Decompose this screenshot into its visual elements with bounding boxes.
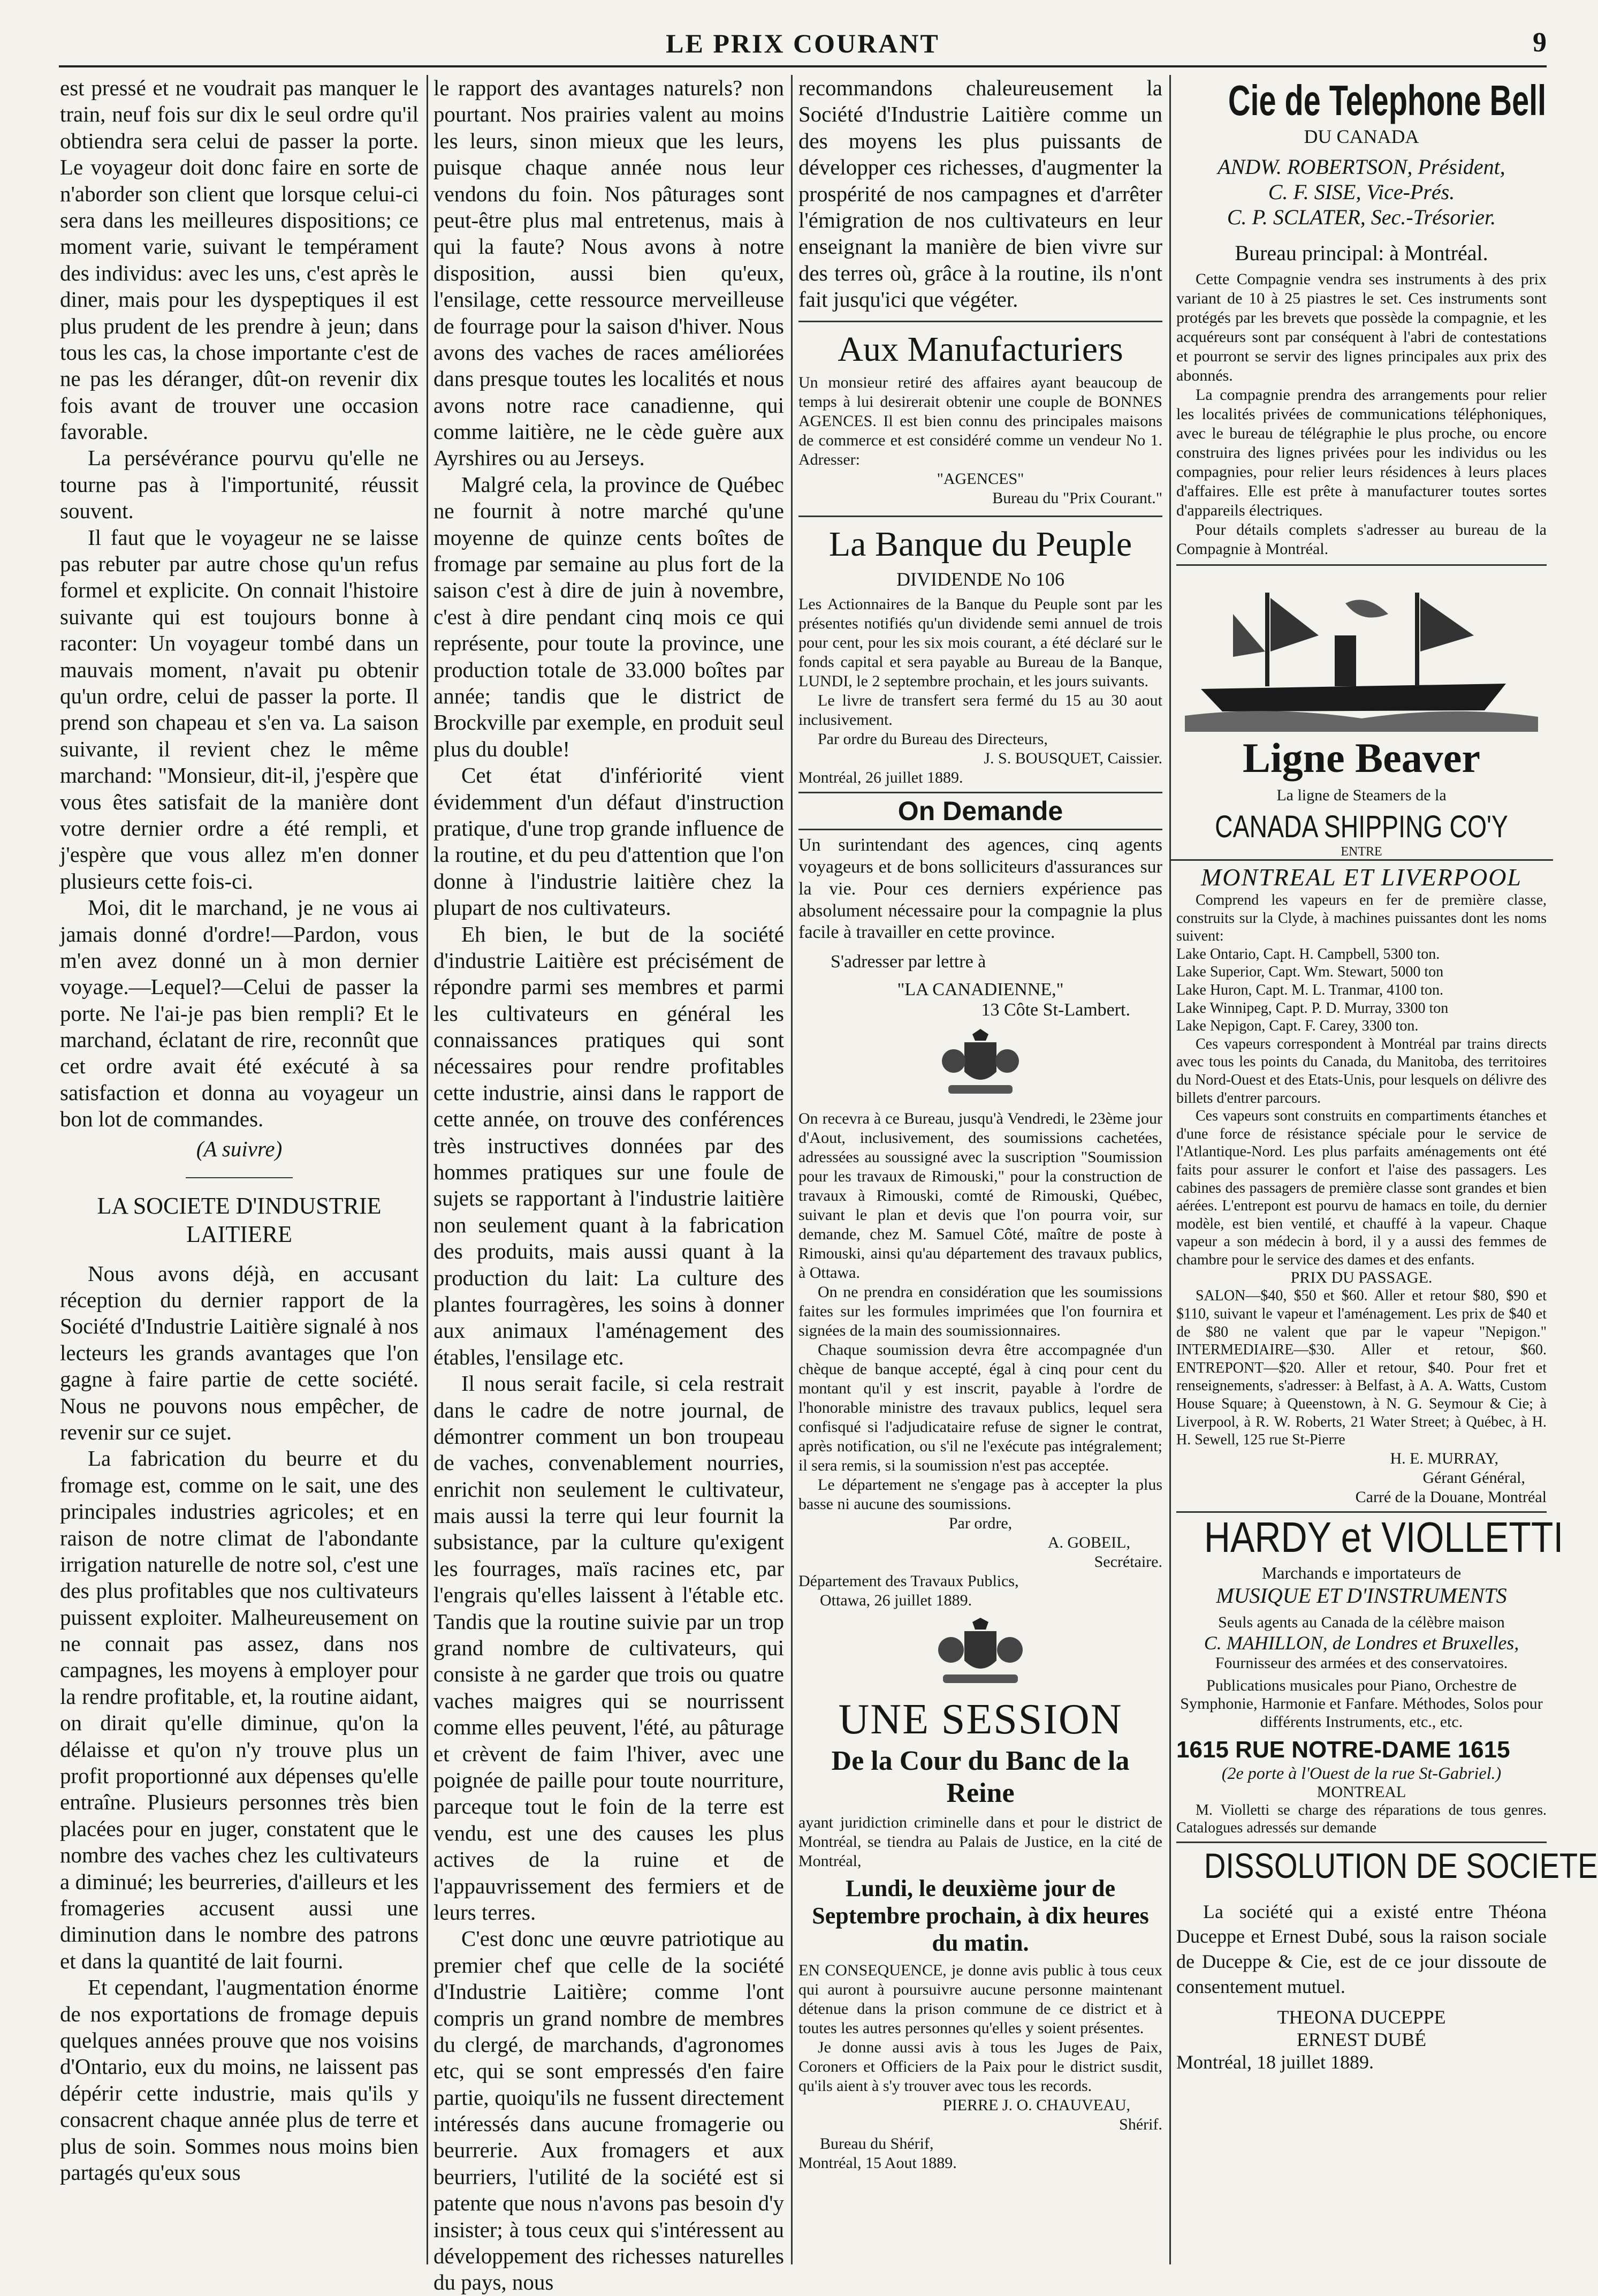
section-divider (798, 516, 1162, 517)
section-divider (186, 1177, 293, 1178)
newspaper-title: LE PRIX COURANT (666, 28, 940, 58)
article-paragraph: Nous avons déjà, en accusant réception du dernier rapport de la Société d'Industrie Laitière signalé à nos lecteurs les grands avantages que l'on gagne à faire partie de cette société. Nous ne pouvons nous empêcher, de revenir sur ce sujet. (60, 1261, 418, 1444)
article-heading: LA SOCIETE D'INDUSTRIE LAITIERE (97, 1193, 382, 1247)
header-rule (59, 65, 1547, 67)
ad-text: Chaque soumission devra être accompagnée d'un chèque de banque accepté, égal à cinq pour cent du montant qu'il y est inscrit, payable à l'ordre de l'honorable ministre des travaux publics, lequel sera confisqué si l'adjudicataire refuse de signer le contrat, après notification, ou s'il ne l'exécute pas intégralement; il sera remis, si la soumission n'est pas acceptée. (798, 1340, 1162, 1474)
ad-ligne-beaver (1176, 571, 1547, 1507)
ad-text: Seuls agents au Canada de la célèbre maison (1218, 1613, 1505, 1631)
ad-text: Fournisseur des armées et des conservatoires. (1215, 1654, 1508, 1672)
section-divider (1176, 1511, 1547, 1513)
ad-subtitle: Marchands e importateurs de (1261, 1563, 1462, 1582)
ad-address: "AGENCES" (937, 469, 1024, 488)
article-paragraph: La fabrication du beurre et du fromage est, comme on le sait, une des principales industries agricoles; et en raison de notre climat de l'abondante irrigation naturelle de notre sol, c'est une des plus profitables que nos cultivateurs puissent exploiter. Malheureusement on ne connait pas assez, dans nos campagnes, les moyens à employer pour la rendre profitable, et, la routine aidant, on dirait qu'elle diminue, qu'on la délaisse et qu'on n'y trouve plus un profit proportionné aux dépenses qu'elle entraîne. Plusieurs personnes très bien placées pour en juger, constatent que le nombre des vaches chez les cultivateurs a diminué; les beurreries, d'ailleurs et les fromageries accusent aussi une diminution dans le nombre des patrons et dans la quantité de lait fourni. (60, 1446, 418, 1973)
ad-text: SALON—$40, $50 et $60. Aller et retour $80, $90 et $110, suivant le vapeur et l'aménagement. Les prix de $40 et de $80 ne valent que par le vapeur "Nepigon." INTERMEDIAIRE—$30. Aller et retour, $60. ENTREPONT—$20. Aller et retour, $40. Pour fret et renseignements, s'adresser: à Belfast, à A. A. Watts, Custom House Square; à Queenstown, à N. G. Seymour & Cie; à Liverpool, à R. W. Roberts, 21 Water Street; à Québec, à H. H. Sewell, 125 rue St-Pierre (1176, 1287, 1547, 1449)
steamship-icon (1185, 571, 1538, 732)
article-paragraph: le rapport des avantages naturels? non pourtant. Nos prairies valent au moins les leurs, sinon mieux que les leurs, puisque chaque année nous leur vendons du foin. Nos pâturages sont peut-être plus mal entretenus, mais à qui la faute? Nous avons à notre disposition, aussi bien qu'eux, l'ensilage, cette ressource merveilleuse de fourrage pour la saison d'hiver. Nous avons des vaches de races améliorées dans presque toutes les localités et nous avons notre race canadienne, qui comme laitière, ne le cède guère aux Ayrshires ou au Jerseys. (433, 75, 784, 471)
ship-item: Lake Ontario, Capt. H. Campbell, 5300 ton. (1176, 945, 1440, 963)
ad-hardy-violletti (1176, 1513, 1564, 1837)
ad-address: 13 Côte St-Lambert. (981, 999, 1130, 1020)
ad-signature: THEONA DUCEPPE (1277, 2006, 1446, 2028)
article-paragraph: Moi, dit le marchand, je ne vous ai jamais donné d'ordre!—Pardon, vous m'en avez donné un à mon dernier voyage.—Lequel?—Celui de passer la porte. Ne l'ai-je pas bien rempli? Et le marchand, éclatant de rire, reconnût que cet ordre avait été exécuté à sa satisfaction et donna au voyageur un bon lot de commandes. (60, 895, 418, 1132)
section-divider (1176, 1842, 1547, 1843)
ad-title: DISSOLUTION DE SOCIETE (1204, 1846, 1598, 1885)
ad-manufacturiers (798, 331, 1162, 508)
officer: C. P. SCLATER, Sec.-Trésorier. (1227, 205, 1496, 229)
column-1 (60, 75, 418, 2264)
ad-subtitle: DU CANADA (1304, 126, 1419, 147)
ad-signature: Carré de la Douane, Montréal (1355, 1488, 1547, 1506)
section-divider (798, 829, 1162, 830)
ad-text: Ces vapeurs sont construits en compartiments étanches et d'une force de résistance spéciale pour le service de l'Atlantique-Nord. Les plus parfaits aménagements ont été faits pour assurer le confort et l'aise des passagers. Les cabines des passagers de première classe sont grandes et bien aérées. L'entrepont est pourvu de hamacs en toile, du dernier modèle, est bien ventilé, et chauffé à la vapeur. Chaque vapeur a son médecin à bord, il y a aussi des femmes de chambre pour le service des dames et des enfants. (1176, 1108, 1547, 1268)
ad-text: Pour détails complets s'adresser au bureau de la Compagnie à Montréal. (1176, 521, 1547, 558)
ad-text: EN CONSEQUENCE, je donne avis public à tous ceux qui auront à poursuivre aucune personne maintenant détenue dans la prison commune de ce district et à toutes les autres personnes qu'elles y soient présentes. (798, 1961, 1162, 2037)
ad-place: Bureau du Shérif, (820, 2135, 934, 2153)
ad-order: Par ordre, (948, 1514, 1013, 1532)
ad-title: On Demande (897, 796, 1063, 827)
ad-address: "LA CANADIENNE," (897, 979, 1064, 999)
ad-signature: H. E. MURRAY, (1390, 1449, 1498, 1467)
ad-title: HARDY et VIOLLETTI (1204, 1513, 1564, 1561)
ad-text: Par ordre du Bureau des Directeurs, (818, 730, 1048, 748)
ad-banque-du-peuple (798, 526, 1162, 787)
section-divider (1170, 859, 1553, 861)
column-divider (791, 75, 793, 2264)
fare-heading: PRIX DU PASSAGE. (1290, 1269, 1433, 1287)
ship-item: Lake Superior, Capt. Wm. Stewart, 5000 ton (1176, 964, 1444, 981)
ad-title: La Banque du Peuple (828, 524, 1132, 564)
ad-text: Le département ne s'engage pas à accepter la plus basse ni aucune des soumissions. (798, 1475, 1162, 1513)
ad-subtitle: De la Cour du Banc de la Reine (831, 1745, 1130, 1808)
ad-text: C. MAHILLON, de Londres et Bruxelles, (1204, 1632, 1519, 1654)
ad-date: Montréal, 18 juillet 1889. (1176, 2051, 1374, 2073)
section-divider (798, 321, 1162, 322)
ad-text: On recevra à ce Bureau, jusqu'à Vendredi, le 23ème jour d'Aout, inclusivement, des soumissions cachetées, adressées au soussigné avec la suscription "Soumission pour les travaux de Rimouski," pour la construction de travaux à Rimouski, comté de Rimouski, Québec, suivant le plan et devis que l'on pourra voir, sur demande, chez M. Samuel Côté, maître de poste à Rimouski, ainsi qu'au département des travaux publics, à Ottawa. (798, 1109, 1162, 1282)
ad-cour-du-banc (798, 1618, 1162, 2173)
ad-text: Le livre de transfert sera fermé du 15 au 30 aout inclusivement. (798, 692, 1162, 729)
ad-address: 1615 RUE NOTRE-DAME 1615 (1176, 1736, 1510, 1763)
ad-date: Montréal, 26 juillet 1889. (798, 769, 963, 787)
ad-date-highlight: Lundi, le deuxième jour de Septembre prochain, à dix heures du matin. (812, 1875, 1149, 1956)
ad-dissolution (1176, 1846, 1598, 2073)
column-4 (1176, 75, 1598, 2264)
column-divider (1169, 75, 1171, 2264)
ad-text: Ces vapeurs correspondent à Montréal par trains directs avec tous les points du Canada, du Manitoba, des territoires du Nord-Ouest et des Etats-Unis, pour lesquels on délivre des billets d'entrer parcours. (1176, 1035, 1547, 1107)
page-number: 9 (1533, 27, 1547, 58)
ad-subtitle: MUSIQUE ET D'INSTRUMENTS (1216, 1583, 1507, 1608)
between-label: ENTRE (1341, 845, 1382, 859)
article-paragraph: Il faut que le voyageur ne se laisse pas rebuter par autre chose qu'un refus formel et explicite. On connait l'histoire suivante qui est toujours bonne à raconter: Un voyageur tombé dans un mauvais moment, n'avait pu obtenir qu'un ordre, celui de passer la porte. Il prend son chapeau et s'en va. La saison suivante, il revient chez le même marchand: "Monsieur, dit-il, j'espère que vous êtes satisfait de la manière dont votre dernier ordre a été rempli, et j'espère que vous allez m'en donner plusieurs cette fois-ci. (60, 525, 418, 893)
ad-signature: J. S. BOUSQUET, Caissier. (984, 749, 1162, 768)
ship-list (1176, 945, 1547, 1035)
article-conclusion (798, 75, 1162, 313)
ad-title: Aux Manufacturiers (838, 329, 1123, 369)
column-divider (427, 75, 428, 2264)
ad-text: Un surintendant des agences, cinq agents voyageurs et de bons solliciteurs d'assurances sur la vie. Pour ces derniers expérience pas absolument nécessaire pour la compagnie la plus facile à travailler en cette province. (798, 835, 1162, 943)
ad-text: Un monsieur retiré des affaires ayant beaucoup de temps à lui desirerait obtenir une couple de BONNES AGENCES. Il est bien connu des principales maisons de commerce et est considéré comme un vendeur No 1. Adresser: (798, 373, 1162, 468)
ad-travaux-publics (798, 1029, 1162, 1610)
column-3 (798, 75, 1162, 2264)
ad-text: La société qui a existé entre Théona Duceppe et Ernest Dubé, sous la raison sociale de Duceppe & Cie, est de ce jour dissoute de consentement mutuel. (1176, 1900, 1547, 1997)
article-paragraph: Il nous serait facile, si cela restrait dans le cadre de notre journal, de démontrer comment un bon troupeau de vaches, convenablement nourries, enrichit non seulement le cultivateur, mais aussi la terre qui leur fournit la subsistance, par la culture qu'exigent les fourrages, maïs racines etc, par l'engrais qu'elles laissent à l'étable etc. Tandis que la routine suivie par un trop grand nombre de cultivateurs, qui consiste à ne garder que trois ou quatre vaches maigres qui se nourrissent comme elles peuvent, l'été, au pâturage et crèvent de faim l'hiver, avec une poignée de paille pour toute nourriture, parceque tout le foin de la terre est vendu, est une des causes les plus actives de la ruine et de l'appauvrissement des fermiers et de leurs terres. (433, 1371, 784, 1924)
ad-telephone-bell (1176, 79, 1547, 559)
section-divider (798, 792, 1162, 793)
ad-title: Cie de Telephone Bell (1228, 77, 1547, 124)
coat-of-arms-icon (922, 1029, 1039, 1104)
ad-text: Les Actionnaires de la Banque du Peuple sont par les présentes notifiés qu'un dividende semi annuel de trois pour cent, pour les six mois courant, a été déclaré sur le fonds capital et sera payable au Bureau de la Banque, LUNDI, le 2 septembre prochain, et les jours suivants. (798, 595, 1162, 691)
ad-text: S'adresser par lettre à (831, 952, 986, 972)
ad-text: On ne prendra en considération que les soumissions faites sur les formules imprimées que l'on fournira et signées de la main des soumissionnaires. (798, 1283, 1162, 1339)
ship-item: Lake Huron, Capt. M. L. Tranmar, 4100 ton. (1176, 981, 1443, 998)
company-name: CANADA SHIPPING CO'Y (1215, 809, 1508, 844)
office: Bureau principal: à Montréal. (1235, 241, 1488, 265)
ad-address: Bureau du "Prix Courant." (992, 489, 1162, 507)
article-paragraph: Malgré cela, la province de Québec ne fournit à notre marché qu'une moyenne de quinze cents boîtes de fromage par semaine au plus fort de la saison c'est à dire de juin à novembre, c'est à dire pendant cinq mois ce qui représente, pour toute la province, une production totale de 33.000 boîtes par année; tandis que le district de Brockville par exemple, en produit seul plus du double! (433, 472, 784, 761)
ad-text: Cette Compagnie vendra ses instruments à des prix variant de 10 à 25 piastres le set. Ces instruments sont protégés par les brevets que possède la compagnie, et les acquéreurs sont par conséquent à l'abri de contestations et pourront se servir des lignes principales aux prix des abonnés. (1176, 270, 1547, 384)
page-header (59, 21, 1547, 66)
officer: ANDW. ROBERTSON, Président, (1217, 155, 1505, 179)
ad-text: ayant juridiction criminelle dans et pour le district de Montréal, se tiendra au Palais de Justice, en la cité de Montréal, (798, 1814, 1162, 1870)
ad-signature: A. GOBEIL, (1047, 1533, 1130, 1551)
ad-signature: Gérant Général, (1422, 1468, 1525, 1487)
ad-date: Ottawa, 26 juillet 1889. (820, 1591, 972, 1609)
ad-text: Comprend les vapeurs en fer de première classe, construits sur la Clyde, à machines puissantes dont les noms suivent: (1176, 892, 1547, 945)
route: MONTREAL ET LIVERPOOL (1200, 863, 1523, 891)
ad-signature: ERNEST DUBÉ (1296, 2028, 1427, 2050)
ship-item: Lake Nepigon, Capt. F. Carey, 3300 ton. (1176, 1018, 1419, 1035)
coat-of-arms-icon (911, 1618, 1050, 1693)
ad-subtitle: La ligne de Steamers de la (1276, 786, 1447, 804)
officer: C. F. SISE, Vice-Prés. (1268, 180, 1455, 204)
ad-date: Montréal, 15 Aout 1889. (798, 2154, 957, 2172)
ad-title: UNE SESSION (838, 1695, 1123, 1743)
ad-signature: Secrétaire. (1094, 1552, 1162, 1571)
ad-address: (2e porte à l'Ouest de la rue St-Gabriel.) (1221, 1763, 1502, 1783)
ad-text: M. Violletti se charge des réparations de tous genres. Catalogues adressés sur demande (1176, 1801, 1547, 1837)
ad-on-demande (798, 795, 1162, 1020)
to-be-continued: (A suivre) (196, 1136, 283, 1161)
article-paragraph: La persévérance pourvu qu'elle ne tourne pas à l'importunité, réussit souvent. (60, 445, 418, 524)
article-paragraph: C'est donc une œuvre patriotique au premier chef que celle de la société d'Industrie Laitière; comme l'ont compris un grand nombre de membres du clergé, de marchands, d'agronomes etc, qui se sont empressés d'en faire partie, quoiqu'ils ne fussent directement intéressés dans aucune fromagerie ou beurrerie. Aux fromagers et aux beurriers, l'utilité de la société est si patente que nous n'avons pas besoin d'y insister; à tous ceux qui s'intéressent au développement des richesses naturelles du pays, nous (433, 1926, 784, 2295)
section-divider (1176, 564, 1547, 566)
article-paragraph: Eh bien, le but de la société d'industrie Laitière est précisément de répondre parmi ses membres et parmi les cultivateurs en général les connaissances pratiques qui sont nécessaires pour rendre profitables cette industrie, ainsi dans le rapport de cette année, on trouve des conférences très instructives données par des hommes pratiques sur une foule de sujets se rapportant à l'industrie laitière non seulement quant à la fabrication des produits, mais aussi quant à la production du lait: La culture des plantes fourragères, les soins à donner aux animaux l'aménagement des étables, l'ensilage etc. (433, 921, 784, 1369)
ad-dept: Département des Travaux Publics, (798, 1572, 1019, 1590)
column-2 (433, 75, 784, 2295)
article-paragraph: Cet état d'infériorité vient évidemment d'un défaut d'instruction pratique, d'une trop grande influence de la routine, et du peu d'attention que l'on donne à l'industrie laitière chez la plupart de nos cultivateurs. (433, 763, 784, 920)
ad-subtitle: DIVIDENDE No 106 (896, 569, 1064, 590)
ad-title: Ligne Beaver (1242, 734, 1481, 781)
ship-item: Lake Winnipeg, Capt. P. D. Murray, 3300 ton (1176, 999, 1449, 1017)
ad-signature: PIERRE J. O. CHAUVEAU, (942, 2096, 1130, 2115)
ad-signature: Shérif. (1119, 2116, 1162, 2134)
ad-city: MONTREAL (1317, 1783, 1406, 1801)
article-paragraph: Et cependant, l'augmentation énorme de nos exportations de fromage depuis quelques années prouve que nos voisins d'Ontario, eux du moins, ne laissent pas dépérir cette industrie, mais qu'ils y consacrent chaque année plus de terre et plus de soin. Sommes nous moins bien partagés qu'eux sous (60, 1975, 418, 2185)
article-paragraph: est pressé et ne voudrait pas manquer le train, neuf fois sur dix le seul ordre qu'il obtiendra sera celui de passer la porte. Le voyageur doit donc faire en sorte de n'aborder son client que lorsque celui-ci sera dans les meilleures dispositions; ce moment varie, suivant le tempérament des individus: avec les uns, c'est après le diner, mais pour les dyspeptiques il est plus prudent de les prendre à jeun; dans tous les cas, la chose importante c'est de ne pas les déranger, dût-on revenir dix fois avant de trouver une occasion favorable. (60, 75, 418, 444)
article-paragraph: recommandons chaleureusement la Société d'Industrie Laitière comme un des moyens les plus puissants de développer ces richesses, d'augmenter la prospérité de nos campagnes et d'arrêter l'émigration de nos cultivateurs en leur enseignant la manière de bien vivre sur des terres où, grâce à la routine, ils n'ont fait jusqu'ici que végéter. (798, 75, 1162, 312)
ad-text: La compagnie prendra des arrangements pour relier les localités privées de communications téléphoniques, avec le bureau de télégraphie le plus proche, ou encore construira des lignes privées pour les individus ou les compagnies, pour relier leurs résidences à leurs places d'affaires. Elle est prête à manufacturer toutes sortes d'appareils électriques. (1176, 386, 1547, 519)
ad-text: Je donne aussi avis à tous les Juges de Paix, Coroners et Officiers de la Paix pour le district susdit, qu'ils aient à s'y trouver avec tous les records. (798, 2039, 1162, 2095)
ad-text: Publications musicales pour Piano, Orchestre de Symphonie, Harmonie et Fanfare. Méthodes, Solos pour différents Instruments, etc., etc. (1180, 1676, 1543, 1731)
